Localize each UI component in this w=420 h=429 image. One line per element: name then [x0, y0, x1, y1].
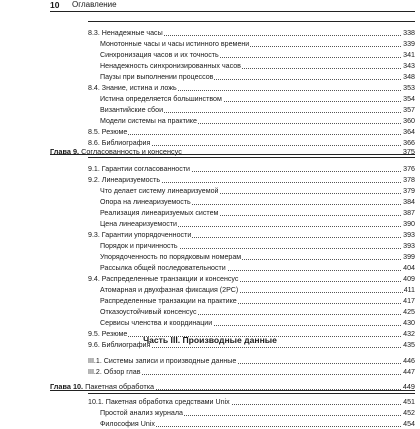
toc-section-entry[interactable]: [88, 175, 415, 185]
running-header-title: Оглавление: [72, 0, 117, 9]
toc-subsection-entry[interactable]: [100, 252, 415, 262]
toc-subsection-entry[interactable]: [100, 263, 415, 273]
toc-page-number: 447: [403, 368, 415, 376]
toc-page-number: 343: [403, 62, 415, 70]
toc-page-number: 360: [403, 117, 415, 125]
toc-entry-label: 9.4. Распределенные транзакции и консенсус: [88, 275, 239, 283]
toc-subsection-entry[interactable]: [100, 408, 415, 418]
toc-page-number: 435: [403, 341, 415, 349]
toc-entry-label: 9.5. Резюме: [88, 330, 128, 338]
toc-subsection-entry[interactable]: [100, 296, 415, 306]
toc-page-number: 364: [403, 128, 415, 136]
section-rule: [88, 393, 415, 394]
toc-page-number: 354: [403, 95, 415, 103]
toc-entry-label: Рассылка общей последовательности: [100, 264, 226, 272]
page-number: 10: [50, 0, 60, 10]
toc-page-number: 379: [403, 187, 415, 195]
toc-entry-label: [50, 147, 183, 157]
toc-page-number: 425: [403, 308, 415, 316]
toc-subsection-entry[interactable]: [100, 39, 415, 49]
toc-entry-label: Сервисы членства и координации: [100, 319, 213, 327]
toc-section-entry[interactable]: [88, 356, 415, 366]
toc-section-entry[interactable]: [88, 28, 415, 38]
chapter-number: Глава 9.: [50, 147, 80, 156]
toc-subsection-entry[interactable]: [100, 50, 415, 60]
toc-entry-label: III.2. Обзор глав: [88, 368, 141, 376]
toc-section-entry[interactable]: [88, 83, 415, 93]
chapter-number: Глава 10.: [50, 382, 84, 391]
part-title: Часть III. Производные данные: [143, 335, 277, 345]
section-rule: [88, 21, 415, 22]
toc-entry-label: Цена линеаризуемости: [100, 220, 178, 228]
toc-page-number: 409: [403, 275, 415, 283]
toc-subsection-entry[interactable]: [100, 285, 415, 295]
chapter-title: Согласованность и консенсус: [81, 147, 182, 156]
toc-entry-label: 9.2. Линеаризуемость: [88, 176, 161, 184]
toc-entry-label: Монотонные часы и часы истинного времени: [100, 40, 250, 48]
toc-entry-label: 10.1. Пакетная обработка средствами Unix: [88, 398, 230, 406]
toc-page-number: 357: [403, 106, 415, 114]
toc-page-number: 430: [403, 319, 415, 327]
toc-page-number: 387: [403, 209, 415, 217]
toc-entry-label: Упорядоченность по порядковым номерам: [100, 253, 242, 261]
toc-page-number: 449: [402, 382, 415, 391]
toc-subsection-entry[interactable]: [100, 197, 415, 207]
toc-subsection-entry[interactable]: [100, 116, 415, 126]
toc-page-number: 375: [402, 147, 415, 156]
toc-page-number: 399: [403, 253, 415, 261]
toc-subsection-entry[interactable]: [100, 61, 415, 71]
toc-entry-label: Ненадежность синхронизированных часов: [100, 62, 241, 70]
chapter-title: Пакетная обработка: [85, 382, 155, 391]
toc-section-entry[interactable]: [88, 230, 415, 240]
toc-section-entry[interactable]: [88, 397, 415, 407]
toc-entry-label: 9.3. Гарантии упорядоченности: [88, 231, 192, 239]
toc-page-number: 417: [403, 297, 415, 305]
toc-entry-label: Порядок и причинность: [100, 242, 178, 250]
section-rule: [50, 154, 415, 155]
toc-entry-label: 8.3. Ненадежные часы: [88, 29, 163, 37]
toc-entry-label: Опора на линеаризуемость: [100, 198, 191, 206]
toc-entry-label: Модели системы на практике: [100, 117, 197, 125]
toc-entry-label: 8.5. Резюме: [88, 128, 128, 136]
toc-page-number: 341: [403, 51, 415, 59]
toc-subsection-entry[interactable]: [100, 72, 415, 82]
toc-page-number: 452: [403, 409, 415, 417]
toc-entry-label: 9.6. Библиография: [88, 341, 151, 349]
toc-subsection-entry[interactable]: [100, 241, 415, 251]
toc-subsection-entry[interactable]: [100, 186, 415, 196]
toc-section-entry[interactable]: [88, 164, 415, 174]
toc-page-number: 390: [403, 220, 415, 228]
toc-entry-label: Отказоустойчивый консенсус: [100, 308, 197, 316]
section-rule: [50, 390, 415, 391]
toc-page-number: 378: [403, 176, 415, 184]
toc-page-number: 348: [403, 73, 415, 81]
toc-entry-label: Истина определяется большинством: [100, 95, 222, 103]
toc-page-number: 393: [403, 231, 415, 239]
toc-page-number: 454: [403, 420, 415, 428]
toc-page-number: 376: [403, 165, 415, 173]
toc-entry-label: III.1. Системы записи и производные данные: [88, 357, 237, 365]
toc-entry-label: Распределенные транзакции на практике: [100, 297, 237, 305]
toc-entry-label: Простой анализ журнала: [100, 409, 183, 417]
toc-page-number: 432: [403, 330, 415, 338]
toc-entry-label: Философия Unix: [100, 420, 155, 428]
toc-subsection-entry[interactable]: [100, 208, 415, 218]
toc-subsection-entry[interactable]: [100, 94, 415, 104]
toc-section-entry[interactable]: [88, 274, 415, 284]
toc-entry-label: Реализация линеаризуемых систем: [100, 209, 219, 217]
toc-subsection-entry[interactable]: [100, 419, 415, 429]
toc-entry-label: Синхронизация часов и их точность: [100, 51, 219, 59]
toc-entry-label: Византийские сбои: [100, 106, 164, 114]
toc-leader-dots: [88, 134, 415, 135]
toc-page-number: 339: [403, 40, 415, 48]
toc-entry-label: Атомарная и двухфазная фиксация (2PC): [100, 286, 239, 294]
toc-page-number: 393: [403, 242, 415, 250]
toc-section-entry[interactable]: [88, 127, 415, 137]
toc-section-entry[interactable]: [88, 367, 415, 377]
toc-page-number: 384: [403, 198, 415, 206]
toc-entry-label: Паузы при выполнении процессов: [100, 73, 214, 81]
toc-entry-label: 8.6. Библиография: [88, 139, 151, 147]
toc-subsection-entry[interactable]: [100, 219, 415, 229]
toc-entry-label: Что делает систему линеаризуемой: [100, 187, 219, 195]
toc-page-number: 353: [403, 84, 415, 92]
section-rule: [88, 157, 415, 158]
toc-page-number: 446: [403, 357, 415, 365]
toc-entry-label: 9.1. Гарантии согласованности: [88, 165, 190, 173]
toc-entry-label: 8.4. Знание, истина и ложь: [88, 84, 177, 92]
toc-page-number: 366: [403, 139, 415, 147]
toc-chapter-entry[interactable]: [50, 147, 415, 157]
toc-page-number: 411: [403, 286, 415, 294]
toc-subsection-entry[interactable]: [100, 318, 415, 328]
toc-page-number: 404: [403, 264, 415, 272]
toc-subsection-entry[interactable]: [100, 307, 415, 317]
toc-page-number: 451: [403, 398, 415, 406]
toc-subsection-entry[interactable]: [100, 105, 415, 115]
toc-page-number: 338: [403, 29, 415, 37]
